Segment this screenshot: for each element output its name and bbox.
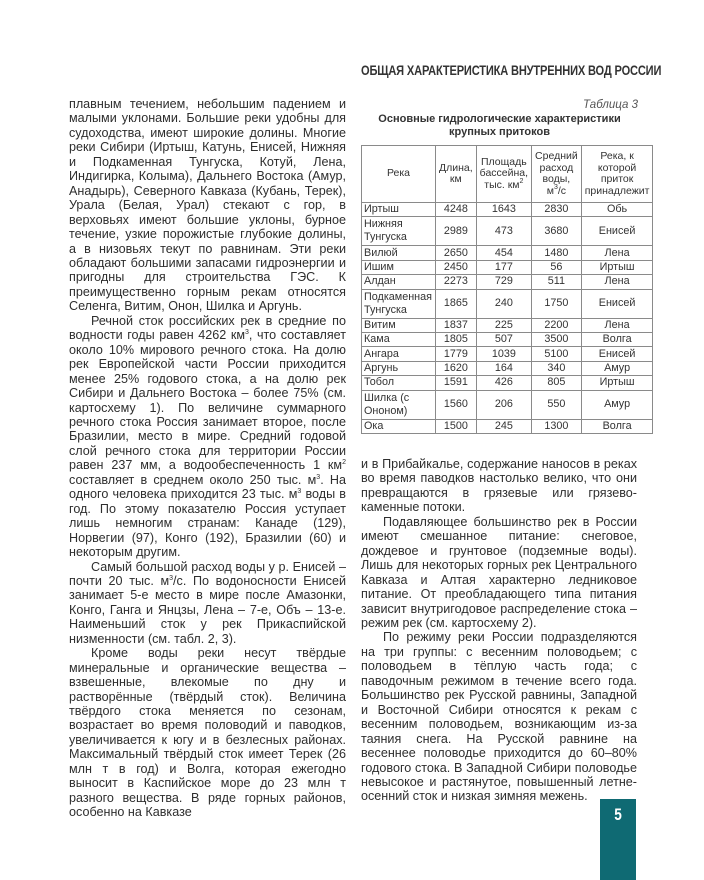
superscript: 3	[553, 183, 558, 191]
cell-length: 2273	[436, 275, 477, 289]
cell-discharge: 2200	[532, 318, 582, 332]
cell-area: 177	[476, 260, 531, 274]
table-row	[362, 275, 653, 289]
superscript: 3	[245, 329, 249, 337]
cell-river: Витим	[362, 318, 436, 332]
cell-parent-river: Енисей	[581, 217, 653, 246]
cell-discharge: 3680	[532, 217, 582, 246]
cell-discharge: 805	[532, 376, 582, 390]
cell-area: 1643	[476, 203, 531, 217]
table-row	[362, 318, 653, 332]
cell-river: Ишим	[362, 260, 436, 274]
cell-river: Вилюй	[362, 246, 436, 260]
cell-length: 1837	[436, 318, 477, 332]
cell-parent-river: Волга	[581, 332, 653, 346]
left-text-column	[69, 97, 346, 820]
table-row	[362, 347, 653, 361]
cell-length: 1560	[436, 390, 477, 419]
table-block	[361, 99, 650, 434]
cell-river: Ангара	[362, 347, 436, 361]
text-run: Самый большой расход воды у р. Енисей – почти 20 тыс. м	[69, 559, 346, 588]
cell-river: Нижняя Тунгуска	[362, 217, 436, 246]
cell-length: 1591	[436, 376, 477, 390]
cell-parent-river: Иртыш	[581, 260, 653, 274]
superscript: 3	[169, 574, 174, 582]
right-text-column	[361, 457, 637, 804]
text-run: составляет в среднем около 250 тыс. м	[69, 472, 317, 487]
header-text: /с	[557, 184, 567, 197]
cell-length: 1805	[436, 332, 477, 346]
table-row	[362, 376, 653, 390]
cell-area: 454	[476, 246, 531, 260]
cell-discharge: 5100	[532, 347, 582, 361]
table-row	[362, 390, 653, 419]
tributaries-table	[361, 145, 653, 434]
cell-parent-river: Иртыш	[581, 376, 653, 390]
cell-parent-river: Енисей	[581, 289, 653, 318]
cell-discharge: 340	[532, 361, 582, 375]
cell-parent-river: Амур	[581, 390, 653, 419]
cell-discharge: 1750	[532, 289, 582, 318]
cell-discharge: 3500	[532, 332, 582, 346]
cell-discharge: 56	[532, 260, 582, 274]
paragraph: плавным течением, небольшим падением и малыми уклонами. Большие реки удобны для судоходства, имеют широкие долины. Многие реки Сибири (Иртыш, Катунь, Енисей, Нижняя и Подкаменная Тунгуска, Котуй, Лена, Индигирка, Колыма), Дальнего Востока (Амур, Анадырь), Северного Кавказа (Кубань, Терек), Урала (Белая, Урал) стекают с гор, в верховьях имеют большие уклоны, бурное течение, узкие порожистые глубокие долины, а в низовьях текут по равнинам. Эти реки обладают большими запасами гидроэнергии и пригодны для строительства ГЭС. К преимущественно горным рекам относятся Селенга, Витим, Онон, Шилка и Аргунь.	[69, 97, 346, 314]
text-run: воды в год. По этому показателю Россия уступает лишь немногим странам: Канаде (129), Норвегии (97), Конго (192), Бразилии (60) и некоторым другим.	[69, 487, 346, 560]
table-body	[362, 203, 653, 434]
cell-river: Кама	[362, 332, 436, 346]
table-row	[362, 260, 653, 274]
cell-parent-river: Волга	[581, 419, 653, 433]
cell-discharge: 2830	[532, 203, 582, 217]
cell-area: 240	[476, 289, 531, 318]
cell-parent-river: Лена	[581, 275, 653, 289]
running-head: ОБЩАЯ ХАРАКТЕРИСТИКА ВНУТРЕННИХ ВОД РОССИИ	[361, 63, 662, 78]
table-row	[362, 332, 653, 346]
cell-parent-river: Енисей	[581, 347, 653, 361]
text-run: . На одного человека приходится 23 тыс. м	[69, 472, 346, 502]
cell-area: 245	[476, 419, 531, 433]
table-row	[362, 203, 653, 217]
cell-length: 1865	[436, 289, 477, 318]
table-row	[362, 289, 653, 318]
cell-area: 426	[476, 376, 531, 390]
cell-discharge: 1300	[532, 419, 582, 433]
table-row	[362, 246, 653, 260]
cell-parent-river: Амур	[581, 361, 653, 375]
cell-length: 2450	[436, 260, 477, 274]
cell-length: 1500	[436, 419, 477, 433]
header-text: Средний расход воды, м	[535, 150, 578, 197]
cell-discharge: 1480	[532, 246, 582, 260]
cell-river: Аргунь	[362, 361, 436, 375]
cell-parent-river: Лена	[581, 318, 653, 332]
cell-parent-river: Обь	[581, 203, 653, 217]
header-length: Длина, км	[436, 146, 477, 203]
cell-area: 1039	[476, 347, 531, 361]
cell-river: Шилка (с Ононом)	[362, 390, 436, 419]
page-number-tab	[600, 799, 636, 880]
table-row	[362, 361, 653, 375]
header-area	[476, 146, 531, 203]
cell-area: 473	[476, 217, 531, 246]
paragraph: По режиму реки России подразделяются на три группы: с весенним половодьем; с половодьем в тёплую часть года; с паводочным режимом в течение всего года. Большинство рек Русской равнины, Западной и Восточной Сибири относятся к рекам с весенним половодьем, возникающим из-за таяния снега. На Русской равнине на весеннее половодье приходится до 60–80% годового стока. В Западной Сибири половодье невысокое и растянутое, повышенный летне-осенний сток и низкая зимняя межень.	[361, 630, 637, 804]
paragraph	[69, 314, 346, 560]
cell-parent-river: Лена	[581, 246, 653, 260]
cell-area: 164	[476, 361, 531, 375]
superscript: 3	[297, 488, 302, 496]
header-discharge	[532, 146, 582, 203]
paragraph: Подавляющее большинство рек в России имеют смешанное питание: снеговое, дождевое и грунтовое (подземные воды). Лишь для некоторых горных рек Центрального Кавказа и Алтая характерно ледниковое питание. От преобладающего типа питания зависит внутригодовое распределение стока – режим рек (см. картосхему 2).	[361, 514, 637, 630]
cell-length: 1620	[436, 361, 477, 375]
header-text: Площадь бассейна, тыс. км	[479, 155, 529, 191]
cell-length: 4248	[436, 203, 477, 217]
table-row	[362, 217, 653, 246]
table-caption: Таблица 3	[583, 99, 638, 111]
cell-length: 1779	[436, 347, 477, 361]
cell-discharge: 550	[532, 390, 582, 419]
cell-area: 729	[476, 275, 531, 289]
paragraph	[69, 560, 346, 647]
superscript: 2	[519, 177, 524, 185]
cell-river: Алдан	[362, 275, 436, 289]
cell-discharge: 511	[532, 275, 582, 289]
cell-area: 225	[476, 318, 531, 332]
cell-area: 507	[476, 332, 531, 346]
table-title: Основные гидрологические характеристики крупных притоков	[378, 113, 621, 138]
cell-length: 2650	[436, 246, 477, 260]
superscript: 3	[316, 473, 321, 481]
table-header-row	[362, 146, 653, 203]
paragraph: и в Прибайкалье, содержание наносов в реках во время паводков настолько велико, что они превращаются в грязевые или грязево-каменные потоки.	[361, 457, 637, 515]
header-river: Река	[362, 146, 436, 203]
cell-length: 2989	[436, 217, 477, 246]
cell-river: Иртыш	[362, 203, 436, 217]
table-row	[362, 419, 653, 433]
text-run: Речной сток российских рек в средние по водности годы равен 4262 км	[69, 313, 346, 343]
cell-river: Тобол	[362, 376, 436, 390]
cell-river: Ока	[362, 419, 436, 433]
paragraph: Кроме воды реки несут твёрдые минеральные и органические вещества – взвешенные, влекомые по дну и растворённые (твёрдый сток). Величина твёрдого стока меняется по сезонам, возрастает во время половодий и паводков, увеличивается к югу и в безлесных районах. Максимальный твёрдый сток имеет Терек (26 млн т в год) и Волга, которая ежегодно выносит в Каспийское море до 23 млн т разного вещества. В ряде горных районов, особенно на Кавказе	[69, 646, 346, 820]
text-run: /с. По водоносности Енисей занимает 5-е место в мире после Амазонки, Конго, Ганга и Янцзы, Лена – 7-е, Объ – 13-е. Наименьший сток у рек Прикаспийской низменности (см. табл. 2, 3).	[69, 573, 346, 646]
cell-river: Подкаменная Тунгуска	[362, 289, 436, 318]
page-number: 5	[614, 805, 622, 824]
text-run: , что составляет около 10% мирового речного стока. На долю рек Европейской части России приходится менее 25% годового стока, а на долю рек Сибири и Дальнего Востока – более 75% (см. картосхему 1). По величине суммарного речного стока Россия занимает второе, после Бразилии, место в мире. Средний годовой слой речного стока для территории России равен 237 мм, а водообеспеченность 1 км	[69, 328, 346, 473]
cell-area: 206	[476, 390, 531, 419]
superscript: 2	[342, 459, 346, 467]
header-parent-river: Река, к которой приток принадлежит	[581, 146, 653, 203]
